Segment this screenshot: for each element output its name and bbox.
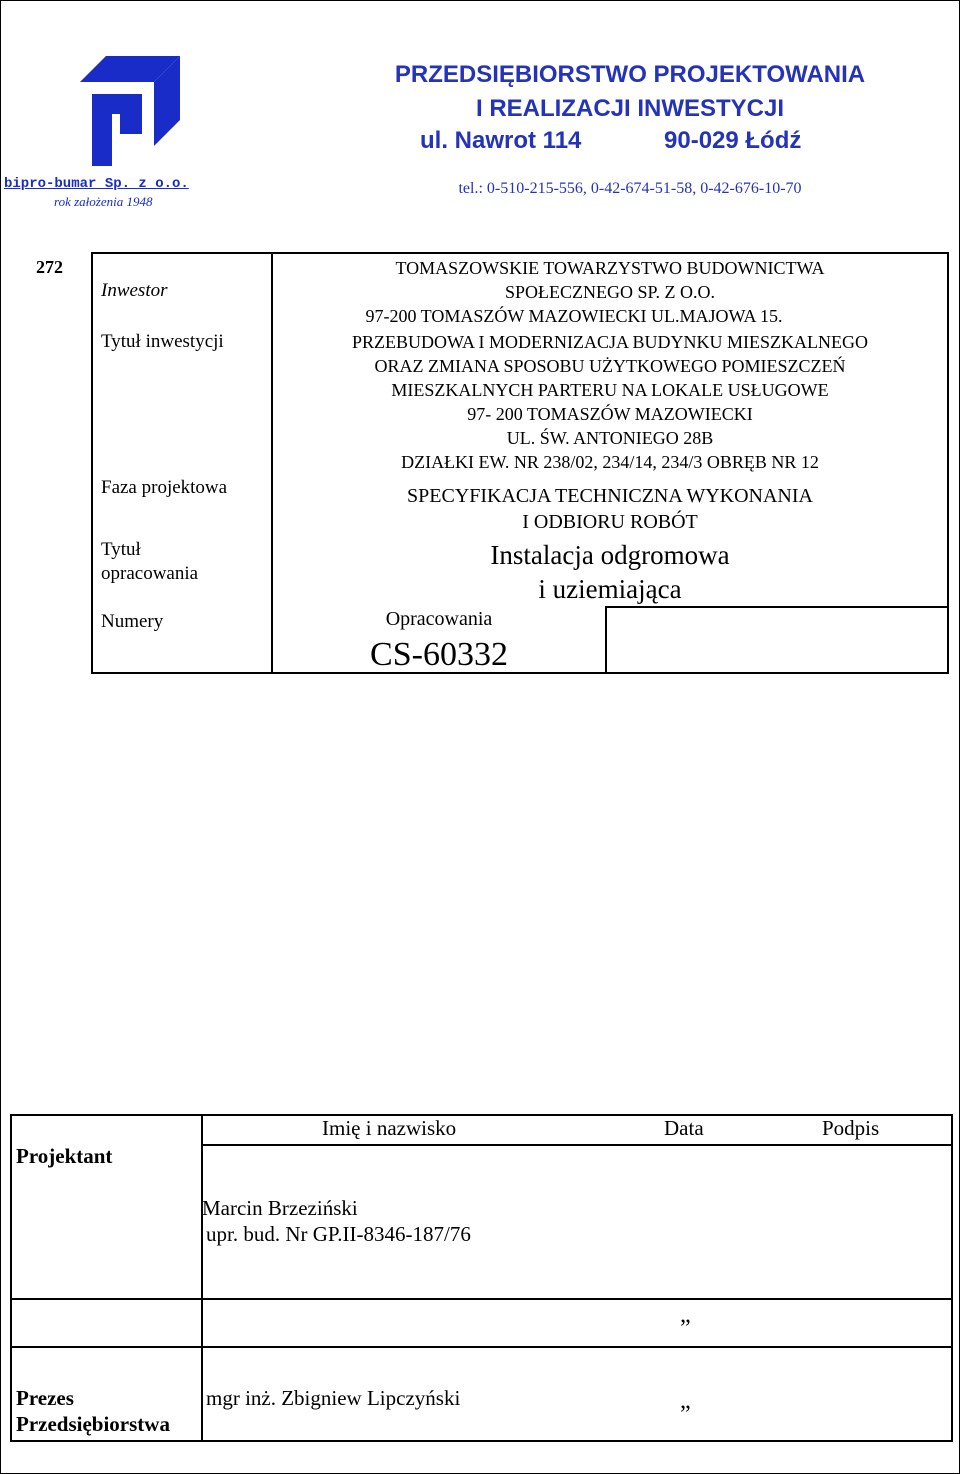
ditto-mark: „ <box>680 1388 691 1414</box>
label-investment-title: Tytuł inwestycji <box>101 331 224 352</box>
investor-line: TOMASZOWSKIE TOWARZYSTWO BUDOWNICTWA <box>395 258 825 278</box>
numbers-empty-box <box>605 606 949 674</box>
header-signature: Podpis <box>822 1116 880 1140</box>
header-date: Data <box>664 1116 704 1140</box>
investment-title-line: MIESZKALNYCH PARTERU NA LOKALE USŁUGOWE <box>391 380 829 400</box>
investment-title-line: PRZEBUDOWA I MODERNIZACJA BUDYNKU MIESZKALNEGO <box>352 332 868 352</box>
label-design-phase: Faza projektowa <box>101 477 228 498</box>
company-name-line1: PRZEDSIĘBIORSTWO PROJEKTOWANIA <box>394 61 866 88</box>
project-number: 272 <box>36 257 63 277</box>
design-phase-line: SPECYFIKACJA TECHNICZNA WYKONANIA <box>407 485 813 507</box>
investor-line: 97-200 TOMASZÓW MAZOWIECKI UL.MAJOWA 15. <box>365 306 783 326</box>
investment-title-line: 97- 200 TOMASZÓW MAZOWIECKI <box>467 404 753 424</box>
sig-table-mid2 <box>10 1346 952 1348</box>
sig-table-bottom <box>10 1440 952 1442</box>
investment-title-line: ORAZ ZMIANA SPOSOBU UŻYTKOWEGO POMIESZCZEŃ <box>374 356 846 376</box>
sig-table-mid <box>10 1298 952 1300</box>
logo-founded-text: rok założenia 1948 <box>54 194 153 209</box>
designer-name: Marcin Brzeziński <box>202 1196 358 1220</box>
president-role-2: Przedsiębiorstwa <box>16 1412 170 1436</box>
design-phase-line: I ODBIORU ROBÓT <box>522 511 698 533</box>
sig-table-top <box>10 1114 952 1116</box>
doc-title-line: i uziemiająca <box>538 574 682 604</box>
designer-license: upr. bud. Nr GP.II-8346-187/76 <box>206 1222 471 1246</box>
company-phones: tel.: 0-510-215-556, 0-42-674-51-58, 0-42-676-10-70 <box>458 180 802 197</box>
label-doc-title-2: opracowania <box>101 563 199 584</box>
investor-line: SPOŁECZNEGO SP. Z O.O. <box>504 282 716 302</box>
investment-title-line: DZIAŁKI EW. NR 238/02, 234/14, 234/3 OBRĘB NR 12 <box>401 452 819 472</box>
header-name: Imię i nazwisko <box>322 1116 457 1140</box>
company-street: ul. Nawrot 114 <box>420 127 582 154</box>
doc-title-line: Instalacja odgromowa <box>490 540 730 570</box>
document-code: CS-60332 <box>370 636 508 673</box>
designer-role: Projektant <box>16 1144 113 1168</box>
label-doc-title-1: Tytuł <box>101 539 141 560</box>
investment-title-line: UL. ŚW. ANTONIEGO 28B <box>506 428 714 448</box>
ditto-mark: „ <box>680 1302 691 1328</box>
company-name-line2: I REALIZACJI INWESTYCJI <box>475 95 785 122</box>
company-logo <box>62 50 184 168</box>
sig-table-col <box>201 1114 203 1442</box>
sig-table-header-line <box>202 1144 952 1146</box>
president-name: mgr inż. Zbigniew Lipczyński <box>206 1386 461 1410</box>
sig-table-right <box>951 1114 953 1442</box>
company-city: 90-029 Łódź <box>664 127 802 154</box>
logo-company-name[interactable]: bipro-bumar Sp. z o.o. <box>4 176 189 192</box>
label-numbers: Numery <box>101 611 164 632</box>
numbers-label: Opracowania <box>385 608 493 630</box>
sig-table-left <box>10 1114 12 1442</box>
label-investor: Inwestor <box>101 280 168 301</box>
project-info-divider <box>271 252 273 674</box>
president-role-1: Prezes <box>16 1386 74 1410</box>
